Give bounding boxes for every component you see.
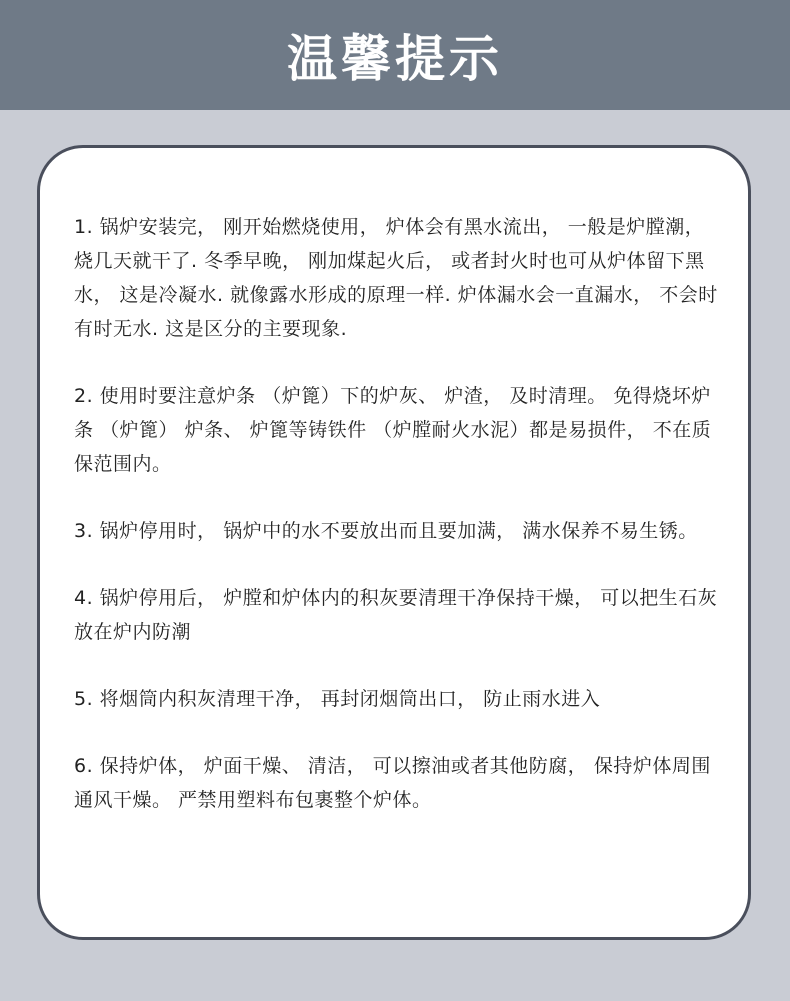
tip-item-4: 4. 锅炉停用后， 炉膛和炉体内的积灰要清理干净保持干燥， 可以把生石灰放在炉内防潮 [74,587,718,643]
tips-list [74,210,724,817]
notice-card [37,145,751,940]
page-title: 温馨提示 [287,30,503,88]
tip-item-2: 2. 使用时要注意炉条 （炉篦）下的炉灰、 炉渣， 及时清理。 免得烧坏炉条 （炉篦） 炉条、 炉篦等铸铁件 （炉膛耐火水泥）都是易损件， 不在质保范围内。 [74,385,712,475]
header-banner [0,0,790,110]
tip-item-3: 3. 锅炉停用时， 锅炉中的水不要放出而且要加满， 满水保养不易生锈。 [74,520,698,542]
tip-item-1: 1. 锅炉安装完， 刚开始燃烧使用， 炉体会有黑水流出， 一般是炉膛潮， 烧几天就干了. 冬季早晚， 刚加煤起火后， 或者封火时也可从炉体留下黑水， 这是冷凝水. 就像露水形成的原理一样. 炉体漏水会一直漏水， 不会时有时无水. 这是区分的主要现象. [74,216,718,340]
tip-item-6: 6. 保持炉体， 炉面干燥、 清洁， 可以擦油或者其他防腐， 保持炉体周围通风干燥。 严禁用塑料布包裹整个炉体。 [74,755,711,811]
tip-item-5: 5. 将烟筒内积灰清理干净， 再封闭烟筒出口， 防止雨水进入 [74,688,601,710]
